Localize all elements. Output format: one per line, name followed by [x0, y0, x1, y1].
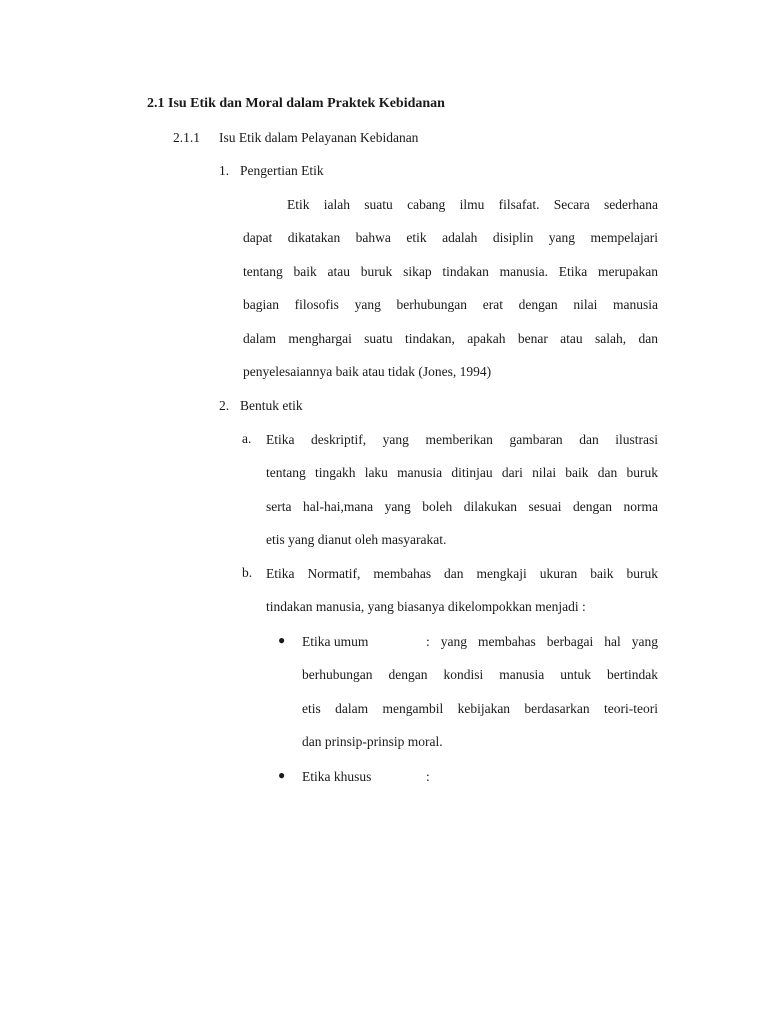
paragraph-line: Etik ialah suatu cabang ilmu filsafat. Secara sederhana: [287, 197, 658, 212]
bullet-icon: ●: [278, 768, 286, 782]
paragraph-line: etis yang dianut oleh masyarakat.: [266, 532, 447, 548]
subsection-number: 2.1.1: [173, 130, 200, 145]
bullet-term: Etika khusus: [302, 769, 372, 784]
bullet-rest: : yang membahas berbagai hal yang: [426, 634, 658, 649]
subitem-b-text: [266, 557, 658, 624]
bullet-text: [302, 625, 658, 759]
bullet-etika-umum: [278, 625, 658, 759]
paragraph-line: serta hal-hai,mana yang boleh dilakukan sesuai dengan norma: [266, 498, 658, 514]
item2-title: Bentuk etik: [240, 398, 303, 413]
paragraph-line: dan prinsip-prinsip moral.: [302, 734, 443, 750]
bullet-rest: :: [426, 769, 430, 784]
paragraph-line: etis dalam mengambil kebijakan berdasarkan teori-teori: [302, 700, 658, 716]
item1-marker: 1.: [219, 163, 230, 178]
subitem-a-text: [266, 423, 658, 557]
subitem-b-marker: b.: [242, 565, 253, 580]
paragraph-line: berhubungan dengan kondisi manusia untuk bertindak: [302, 667, 658, 683]
item1-title: Pengertian Etik: [240, 163, 324, 178]
bullet-icon: ●: [278, 633, 286, 647]
paragraph-line: Etika Normatif, membahas dan mengkaji ukuran baik buruk: [266, 566, 658, 581]
bullet-first-line: [302, 625, 658, 658]
bullet-etika-khusus: [278, 760, 658, 793]
paragraph-line: dapat dikatakan bahwa etik adalah disiplin yang mempelajari: [243, 230, 658, 246]
paragraph-line: penyelesaiannya baik atau tidak (Jones, 1994): [243, 363, 492, 379]
item2-marker: 2.: [219, 398, 230, 413]
paragraph-line: tindakan manusia, yang biasanya dikelompokkan menjadi :: [266, 599, 586, 615]
subitem-a-marker: a.: [242, 431, 252, 446]
subitem-b: [242, 557, 658, 624]
paragraph-line: tentang baik atau buruk sikap tindakan manusia. Etika merupakan: [243, 263, 658, 279]
item1-row: [219, 163, 324, 179]
item2-row: [219, 398, 303, 414]
bullet-text: [302, 760, 658, 793]
bullet-first-line: [302, 760, 658, 793]
paragraph-line: bagian filosofis yang berhubungan erat dengan nilai manusia: [243, 297, 658, 313]
subsection-row: [173, 130, 418, 146]
paragraph-line: dalam menghargai suatu tindakan, apakah benar atau salah, dan: [243, 330, 658, 346]
subitem-a: [242, 423, 658, 557]
bullet-term: Etika umum: [302, 634, 369, 649]
paragraph-line: tentang tingakh laku manusia ditinjau dari nilai baik dan buruk: [266, 465, 658, 481]
section-heading: 2.1 Isu Etik dan Moral dalam Praktek Kebidanan: [147, 96, 445, 111]
paragraph-line: Etika deskriptif, yang memberikan gambaran dan ilustrasi: [266, 432, 658, 447]
subsection-title: Isu Etik dalam Pelayanan Kebidanan: [219, 130, 419, 145]
item1-paragraph: [243, 188, 658, 388]
